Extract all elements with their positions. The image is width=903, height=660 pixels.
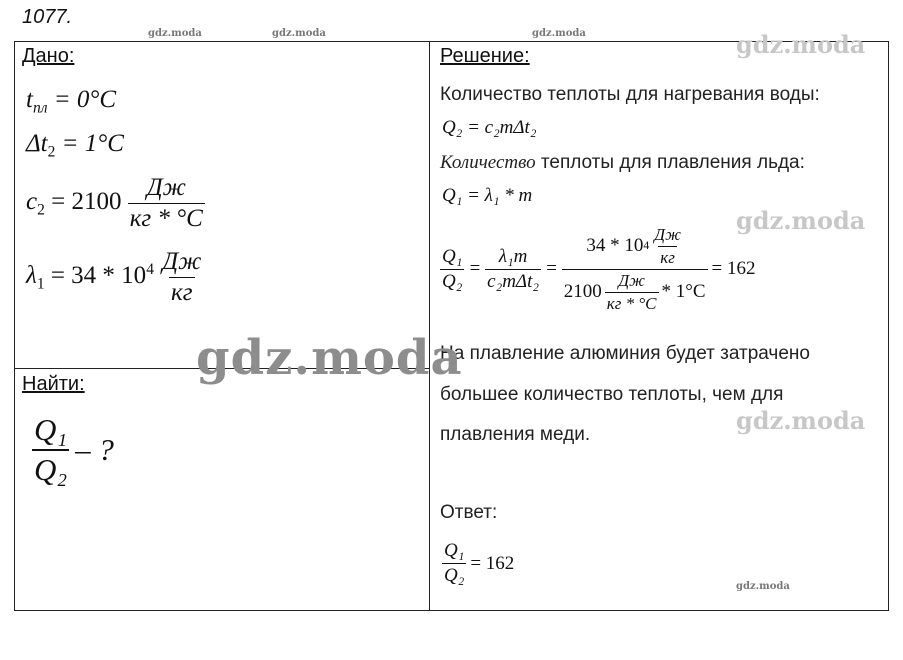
unit-denominator: кг <box>660 247 675 267</box>
answer-fraction <box>442 540 466 587</box>
given-heading: Дано: <box>22 45 75 67</box>
watermark: gdz.moda <box>736 206 866 235</box>
ratio-result: = 162 <box>711 258 756 279</box>
answer-label: Ответ: <box>440 502 498 523</box>
lhs-numerator: Q₁ <box>442 245 463 267</box>
symbol-lambda: λ <box>26 262 37 290</box>
watermark: gdz.moda <box>736 30 866 59</box>
lhs-denominator: Q₂ <box>442 270 463 292</box>
find-expression <box>32 412 114 488</box>
unit-fraction <box>128 174 205 233</box>
unit-numerator: Дж <box>162 248 202 275</box>
numeric-denominator <box>562 269 708 314</box>
answer-expression <box>442 540 514 587</box>
middle-denominator: c₂mΔt₂ <box>487 270 539 292</box>
unit-numerator: Дж <box>654 224 681 244</box>
denominator-unit <box>605 271 659 314</box>
watermark: gdz.moda <box>736 406 866 435</box>
lhs-fraction <box>440 246 464 293</box>
middle-fraction <box>485 246 541 293</box>
answer-value: = 162 <box>470 552 515 574</box>
watermark-small: gdz.moda <box>532 28 586 39</box>
subscript-2: 2 <box>47 143 56 161</box>
value: = 34 * 10 <box>50 262 147 290</box>
conclusion-line: плавления меди. <box>440 424 591 445</box>
given-temperature-change <box>26 130 124 161</box>
equation-q2: Q₂ = c₂mΔt₂ <box>442 117 537 138</box>
line-rest: теплоты для плавления льда: <box>535 152 805 173</box>
answer-denominator: Q₂ <box>444 565 465 586</box>
numerator-exponent: 4 <box>643 239 650 252</box>
ice-melting-text <box>440 152 805 174</box>
exponent: 4 <box>146 260 154 278</box>
equation-q1: Q₁ = λ₁ * m <box>442 185 533 206</box>
given-specific-heat <box>26 174 205 233</box>
numeric-numerator <box>584 225 685 269</box>
solution-heading: Решение: <box>440 45 530 67</box>
denominator-value: 2100 <box>563 281 602 302</box>
column-divider <box>429 41 430 611</box>
unit-numerator: Дж <box>146 174 186 201</box>
middle-numerator: λ₁m <box>498 245 528 267</box>
equals-sign: = <box>544 258 558 279</box>
denominator-tail: * 1°C <box>661 281 706 302</box>
subscript-1: 1 <box>36 275 45 293</box>
numeric-fraction <box>562 225 708 314</box>
answer-numerator: Q₁ <box>444 540 465 561</box>
ratio-fraction <box>32 412 69 488</box>
symbol-c: c <box>26 188 38 216</box>
conclusion-line: большее количество теплоты, чем для <box>440 384 784 405</box>
given-melting-temperature <box>26 86 116 117</box>
ratio-denominator: Q₂ <box>32 449 69 488</box>
symbol-t: t <box>26 86 33 113</box>
unit-fraction <box>160 248 203 307</box>
watermark-small: gdz.moda <box>148 28 202 39</box>
ratio-equation <box>440 214 756 324</box>
equals-sign: = <box>468 258 482 279</box>
ratio-numerator: Q₁ <box>34 412 68 447</box>
value: = 2100 <box>51 188 122 216</box>
symbol-dt: Δt <box>26 130 48 157</box>
value: = 1°C <box>61 130 124 157</box>
given-latent-heat <box>26 248 203 307</box>
watermark-small: gdz.moda <box>272 28 326 39</box>
italic-word: Количество <box>440 152 536 173</box>
watermark-large: gdz.moda <box>196 330 463 386</box>
subscript-pl: пл <box>32 99 48 117</box>
unit-denominator: кг * °C <box>129 205 203 232</box>
unit-numerator: Дж <box>618 270 645 290</box>
question-mark: – ? <box>75 432 114 467</box>
conclusion-line: На плавление алюминия будет затрачено <box>440 343 810 364</box>
subscript-2: 2 <box>37 201 45 219</box>
problem-number: 1077. <box>22 6 73 28</box>
unit-denominator: кг <box>171 279 193 306</box>
value: = 0°C <box>53 86 117 113</box>
numerator-unit <box>652 225 683 268</box>
numerator-value: 34 * 10 <box>586 235 644 256</box>
watermark-small: gdz.moda <box>736 581 790 592</box>
unit-denominator: кг * °C <box>606 293 657 313</box>
find-heading: Найти: <box>22 373 85 395</box>
water-heating-text: Количество теплоты для нагревания воды: <box>440 84 820 105</box>
